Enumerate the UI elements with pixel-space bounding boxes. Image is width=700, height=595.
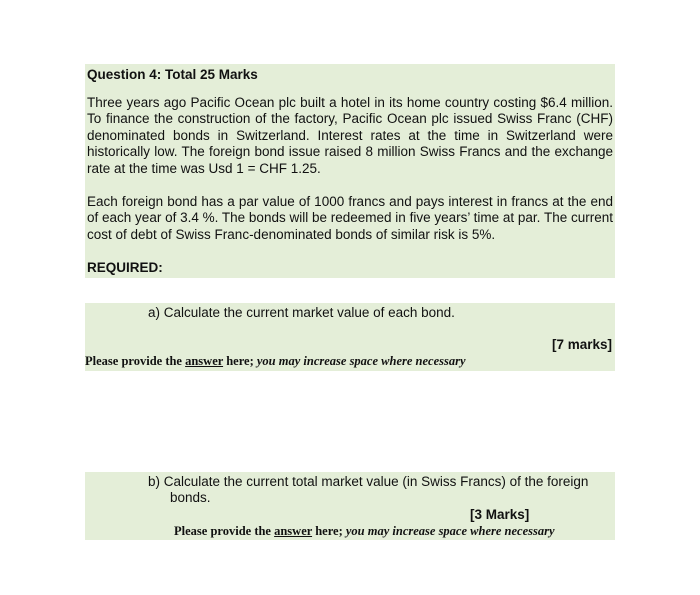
part-b-marks: [3 Marks]	[470, 507, 530, 522]
part-a-question: a) Calculate the current market value of each bond.	[148, 305, 455, 320]
part-a-answer-prompt	[85, 354, 466, 369]
answer-word: answer	[185, 354, 224, 368]
answer-mid: here;	[223, 354, 257, 368]
question-paragraph-2: Each foreign bond has a par value of 1000 francs and pays interest in francs at the end of each year of 3.4 %. The bonds will be redeemed in five years’ time at par. The current cost of debt of Swiss Franc-denominated bonds of similar risk is 5%.	[87, 194, 613, 242]
part-b-question-line-1: b) Calculate the current total market value (in Swiss Francs) of the foreign	[148, 474, 589, 489]
answer-prefix: Please provide the	[85, 354, 186, 368]
answer-mid: here;	[312, 524, 346, 538]
question-paragraph-1: Three years ago Pacific Ocean plc built a hotel in its home country costing $6.4 million. To finance the construction of the factory, Pacific Ocean plc issued Swiss Franc (CHF) denominated bonds in Switzerland. Interest rates at the time in Switzerland were historically low. The foreign bond issue raised 8 million Swiss Francs and the exchange rate at the time was Usd 1 = CHF 1.25.	[87, 95, 613, 176]
part-b-question-line-2: bonds.	[170, 490, 211, 505]
answer-suffix: you may increase space where necessary	[345, 524, 555, 538]
answer-prefix: Please provide the	[174, 524, 275, 538]
answer-word: answer	[274, 524, 313, 538]
part-a-block	[85, 303, 615, 371]
part-b-answer-prompt	[174, 524, 555, 539]
question-title: Question 4: Total 25 Marks	[87, 67, 258, 82]
question-block	[85, 64, 615, 278]
answer-suffix: you may increase space where necessary	[256, 354, 466, 368]
part-b-block	[85, 472, 615, 540]
part-a-marks: [7 marks]	[551, 337, 612, 352]
required-label: REQUIRED:	[87, 260, 163, 275]
